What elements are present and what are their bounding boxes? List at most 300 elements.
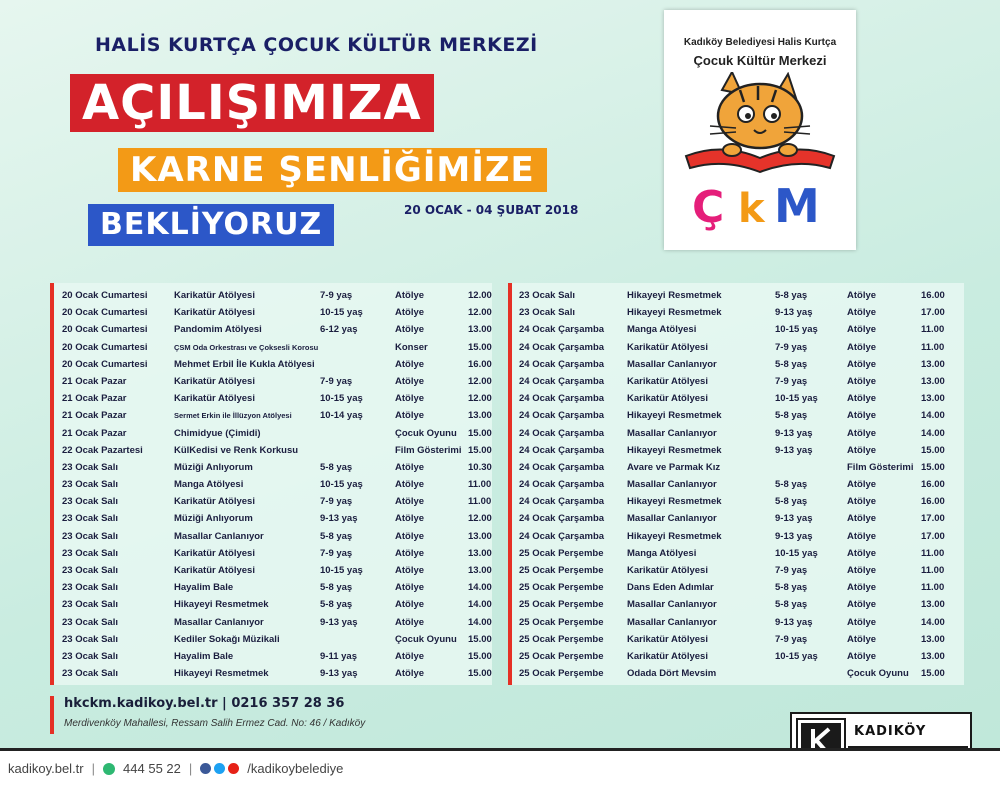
schedule-event: Hikayeyi Resmetmek — [174, 668, 269, 680]
right-accent-bar — [508, 283, 512, 685]
schedule-age: 10-15 yaş — [320, 307, 363, 319]
schedule-row — [62, 459, 492, 476]
schedule-date: 25 Ocak Perşembe — [519, 547, 604, 559]
schedule-age: 5-8 yaş — [775, 496, 808, 508]
schedule-event: Hikayeyi Resmetmek — [627, 410, 722, 422]
schedule-type: Çocuk Oyunu — [395, 633, 457, 645]
schedule-type: Atölye — [847, 496, 877, 508]
schedule-event: Karikatür Atölyesi — [627, 565, 708, 576]
schedule-age: 5-8 yaş — [775, 599, 808, 611]
schedule-time: 16.00 — [921, 290, 945, 301]
schedule-age: 9-13 yaş — [775, 616, 813, 628]
schedule-date: 22 Ocak Pazartesi — [62, 444, 143, 456]
schedule-type: Atölye — [395, 650, 425, 662]
schedule-time: 15.00 — [921, 461, 945, 473]
schedule-row — [62, 356, 492, 373]
footer-phone: 444 55 22 — [123, 761, 181, 776]
schedule-event: Karikatür Atölyesi — [174, 393, 255, 405]
svg-text:k: k — [738, 186, 765, 232]
schedule-age: 7-9 yaş — [320, 496, 353, 508]
kadikoy-name: KADIKÖY — [854, 724, 927, 739]
schedule-type: Atölye — [847, 290, 877, 301]
schedule-event: Karikatür Atölyesi — [174, 375, 255, 387]
ckm-logo — [664, 10, 856, 250]
schedule-row — [519, 390, 959, 407]
schedule-age: 10-15 yaş — [775, 650, 818, 662]
schedule-age: 5-8 yaş — [775, 410, 808, 422]
schedule-type: Atölye — [395, 461, 425, 473]
youtube-icon[interactable] — [228, 763, 239, 774]
schedule-time: 13.00 — [468, 530, 492, 542]
schedule-age: 9-13 yaş — [320, 513, 358, 525]
schedule-time: 15.00 — [468, 650, 492, 662]
schedule-row — [519, 631, 959, 648]
schedule-row — [62, 287, 492, 304]
schedule-date: 21 Ocak Pazar — [62, 410, 127, 422]
schedule-date: 23 Ocak Salı — [62, 530, 118, 542]
schedule-age: 9-13 yaş — [320, 616, 358, 628]
footer-social-handle[interactable]: /kadikoybelediye — [247, 761, 344, 776]
schedule-event: Hikayeyi Resmetmek — [627, 496, 722, 508]
schedule-time: 14.00 — [468, 616, 492, 628]
contact-line — [64, 696, 344, 711]
schedule-date: 24 Ocak Çarşamba — [519, 444, 605, 456]
schedule-age: 7-9 yaş — [320, 547, 353, 559]
title-line-3: BEKLİYORUZ — [88, 204, 334, 246]
schedule-type: Atölye — [847, 582, 877, 594]
schedule-event: Masallar Canlanıyor — [627, 513, 717, 525]
separator: | — [222, 696, 232, 711]
schedule-time: 15.00 — [468, 633, 492, 645]
schedule-time: 12.00 — [468, 393, 492, 405]
schedule-time: 15.00 — [921, 668, 945, 680]
schedule-time: 15.00 — [468, 668, 492, 680]
schedule-event: Masallar Canlanıyor — [627, 599, 717, 611]
schedule-row — [62, 373, 492, 390]
schedule-time: 13.00 — [921, 599, 945, 611]
website-link[interactable]: hkckm.kadikoy.bel.tr — [64, 696, 218, 711]
schedule-date: 21 Ocak Pazar — [62, 393, 127, 405]
schedule-date: 20 Ocak Cumartesi — [62, 324, 148, 336]
schedule-event: Chimidyue (Çimidi) — [174, 427, 261, 439]
schedule-time: 11.00 — [921, 582, 945, 594]
schedule-time: 13.00 — [921, 650, 945, 662]
schedule-event: Hikayeyi Resmetmek — [627, 307, 722, 319]
schedule-event: Sermet Erkin ile İllüzyon Atölyesi — [174, 411, 292, 421]
schedule-event: Masallar Canlanıyor — [627, 358, 717, 370]
schedule-row — [62, 493, 492, 510]
schedule-date: 23 Ocak Salı — [62, 496, 118, 508]
schedule-row — [519, 425, 959, 442]
schedule-date: 24 Ocak Çarşamba — [519, 375, 605, 387]
schedule-date: 23 Ocak Salı — [62, 668, 118, 680]
schedule-type: Atölye — [847, 393, 877, 405]
schedule-row — [519, 373, 959, 390]
schedule-type: Atölye — [395, 375, 425, 387]
schedule-row — [62, 407, 492, 424]
schedule-time: 14.00 — [468, 582, 492, 594]
schedule-row — [62, 596, 492, 613]
schedule-type: Atölye — [395, 616, 425, 628]
schedule-type: Atölye — [847, 410, 877, 422]
schedule-time: 13.00 — [468, 410, 492, 422]
schedule-time: 12.00 — [468, 375, 492, 387]
schedule-type: Atölye — [847, 633, 877, 645]
schedule-row — [519, 493, 959, 510]
schedule-date: 24 Ocak Çarşamba — [519, 530, 605, 542]
schedule-event: ÇSM Oda Orkestrası ve Çoksesli Korosu — [174, 342, 319, 352]
schedule-date: 23 Ocak Salı — [62, 513, 118, 525]
schedule-date: 20 Ocak Cumartesi — [62, 358, 148, 370]
schedule-date: 21 Ocak Pazar — [62, 427, 127, 439]
schedule-age: 10-15 yaş — [775, 393, 818, 405]
schedule-row — [519, 287, 959, 304]
schedule-time: 16.00 — [921, 479, 945, 491]
schedule-type: Atölye — [847, 547, 877, 559]
schedule-event: Manga Atölyesi — [627, 547, 697, 559]
schedule-type: Atölye — [395, 599, 425, 611]
schedule-date: 23 Ocak Salı — [62, 599, 118, 611]
schedule-event: Karikatür Atölyesi — [174, 290, 255, 301]
schedule-row — [519, 528, 959, 545]
schedule-age: 7-9 yaş — [320, 375, 353, 387]
schedule-type: Atölye — [847, 427, 877, 439]
schedule-time: 15.00 — [921, 444, 945, 456]
schedule-left — [62, 287, 492, 682]
schedule-event: Avare ve Parmak Kız — [627, 461, 721, 473]
schedule-event: Pandomim Atölyesi — [174, 324, 262, 336]
schedule-age: 9-13 yaş — [775, 513, 813, 525]
schedule-event: Karikatür Atölyesi — [627, 375, 708, 387]
schedule-row — [62, 339, 492, 356]
facebook-icon[interactable] — [200, 763, 211, 774]
schedule-row — [62, 425, 492, 442]
schedule-date: 20 Ocak Cumartesi — [62, 341, 148, 353]
schedule-row — [519, 614, 959, 631]
schedule-event: Hikayeyi Resmetmek — [627, 290, 722, 301]
schedule-row — [519, 459, 959, 476]
schedule-type: Atölye — [847, 444, 877, 456]
schedule-type: Atölye — [847, 358, 877, 370]
schedule-age: 7-9 yaş — [775, 633, 808, 645]
schedule-time: 11.00 — [921, 324, 945, 336]
schedule-age: 10-15 yaş — [775, 547, 818, 559]
schedule-event: Kediler Sokağı Müzikali — [174, 633, 280, 645]
schedule-type: Atölye — [395, 290, 425, 301]
schedule-time: 14.00 — [921, 427, 945, 439]
schedule-date: 23 Ocak Salı — [62, 479, 118, 491]
logo-text-1: Kadıköy Belediyesi Halis Kurtça — [683, 37, 837, 48]
schedule-type: Film Gösterimi — [395, 444, 462, 456]
separator: | — [188, 761, 193, 776]
schedule-type: Atölye — [395, 582, 425, 594]
schedule-event: Hikayeyi Resmetmek — [627, 444, 722, 456]
schedule-event: Hayalim Bale — [174, 582, 234, 594]
schedule-row — [519, 407, 959, 424]
schedule-event: Odada Dört Mevsim — [627, 668, 717, 680]
schedule-time: 15.00 — [468, 427, 492, 439]
schedule-event: Hikayeyi Resmetmek — [174, 599, 269, 611]
schedule-row — [519, 321, 959, 338]
schedule-time: 16.00 — [921, 496, 945, 508]
schedule-date: 23 Ocak Salı — [62, 461, 118, 473]
schedule-type: Atölye — [847, 324, 877, 336]
schedule-event: Karikatür Atölyesi — [174, 565, 255, 576]
schedule-time: 14.00 — [921, 410, 945, 422]
schedule-age: 9-11 yaş — [320, 650, 357, 662]
schedule-time: 13.00 — [921, 633, 945, 645]
schedule-age: 5-8 yaş — [320, 461, 353, 473]
schedule-event: Masallar Canlanıyor — [627, 616, 717, 628]
schedule-age: 9-13 yaş — [775, 427, 813, 439]
schedule-row — [62, 528, 492, 545]
schedule-time: 13.00 — [468, 565, 492, 576]
schedule-time: 13.00 — [921, 393, 945, 405]
phone-number: 0216 357 28 36 — [231, 696, 345, 711]
schedule-row — [519, 476, 959, 493]
schedule-date: 23 Ocak Salı — [62, 616, 118, 628]
schedule-type: Atölye — [395, 410, 425, 422]
schedule-event: Karikatür Atölyesi — [627, 650, 708, 662]
schedule-type: Atölye — [395, 393, 425, 405]
schedule-date: 25 Ocak Perşembe — [519, 599, 604, 611]
schedule-date: 23 Ocak Salı — [62, 547, 118, 559]
schedule-date: 23 Ocak Salı — [519, 290, 575, 301]
schedule-date: 23 Ocak Salı — [519, 307, 575, 319]
schedule-type: Atölye — [395, 324, 425, 336]
schedule-age: 10-15 yaş — [320, 565, 363, 576]
schedule-type: Çocuk Oyunu — [847, 668, 909, 680]
schedule-row — [62, 510, 492, 527]
schedule-type: Atölye — [847, 341, 877, 353]
schedule-time: 17.00 — [921, 513, 945, 525]
schedule-row — [62, 476, 492, 493]
schedule-age: 10-14 yaş — [320, 410, 363, 422]
schedule-event: Manga Atölyesi — [627, 324, 697, 336]
separator: | — [91, 761, 96, 776]
schedule-row — [62, 631, 492, 648]
schedule-age: 9-13 yaş — [775, 444, 813, 456]
schedule-age: 5-8 yaş — [775, 358, 808, 370]
title-line-2: KARNE ŞENLİĞİMİZE — [118, 148, 547, 192]
schedule-event: Hayalim Bale — [174, 650, 234, 662]
schedule-type: Atölye — [395, 358, 425, 370]
schedule-event: Mehmet Erbil İle Kukla Atölyesi — [174, 358, 315, 370]
schedule-row — [62, 304, 492, 321]
schedule-date: 20 Ocak Cumartesi — [62, 290, 148, 301]
schedule-time: 14.00 — [468, 599, 492, 611]
schedule-date: 25 Ocak Perşembe — [519, 582, 604, 594]
title-line-1: AÇILIŞIMIZA — [70, 74, 434, 132]
schedule-age: 5-8 yaş — [775, 479, 808, 491]
schedule-date: 24 Ocak Çarşamba — [519, 393, 605, 405]
schedule-time: 11.00 — [921, 341, 945, 353]
schedule-date: 20 Ocak Cumartesi — [62, 307, 148, 319]
schedule-row — [519, 648, 959, 665]
schedule-date: 24 Ocak Çarşamba — [519, 341, 605, 353]
event-dates: 20 OCAK - 04 ŞUBAT 2018 — [404, 203, 579, 217]
schedule-date: 24 Ocak Çarşamba — [519, 358, 605, 370]
schedule-row — [62, 562, 492, 579]
schedule-date: 25 Ocak Perşembe — [519, 650, 604, 662]
schedule-date: 23 Ocak Salı — [62, 565, 118, 576]
schedule-age: 10-15 yaş — [320, 393, 363, 405]
schedule-event: Masallar Canlanıyor — [627, 427, 717, 439]
svg-text:M: M — [774, 179, 820, 233]
schedule-time: 15.00 — [468, 341, 492, 353]
schedule-type: Atölye — [847, 513, 877, 525]
schedule-event: Manga Atölyesi — [174, 479, 244, 491]
schedule-row — [62, 665, 492, 682]
schedule-age: 7-9 yaş — [775, 375, 808, 387]
schedule-age: 5-8 yaş — [775, 582, 808, 594]
schedule-row — [62, 545, 492, 562]
schedule-time: 13.00 — [468, 324, 492, 336]
schedule-date: 23 Ocak Salı — [62, 633, 118, 645]
schedule-date: 24 Ocak Çarşamba — [519, 479, 605, 491]
schedule-time: 16.00 — [468, 358, 492, 370]
schedule-age: 5-8 yaş — [775, 290, 808, 301]
svg-text:Ç: Ç — [692, 182, 725, 233]
schedule-event: Masallar Canlanıyor — [174, 530, 264, 542]
schedule-row — [62, 442, 492, 459]
schedule-age: 10-15 yaş — [320, 479, 363, 491]
schedule-type: Atölye — [395, 307, 425, 319]
schedule-age: 5-8 yaş — [320, 582, 353, 594]
schedule-age: 7-9 yaş — [775, 341, 808, 353]
schedule-type: Atölye — [847, 530, 877, 542]
footer — [0, 748, 1000, 810]
schedule-row — [519, 442, 959, 459]
left-accent-bar — [50, 283, 54, 685]
schedule-date: 24 Ocak Çarşamba — [519, 324, 605, 336]
schedule-row — [62, 321, 492, 338]
schedule-row — [519, 304, 959, 321]
schedule-time: 11.00 — [468, 479, 492, 491]
schedule-time: 17.00 — [921, 307, 945, 319]
schedule-row — [519, 510, 959, 527]
schedule-age: 5-8 yaş — [320, 530, 353, 542]
schedule-event: Müziği Anlıyorum — [174, 513, 253, 525]
schedule-time: 13.00 — [921, 358, 945, 370]
schedule-row — [519, 339, 959, 356]
schedule-age: 9-13 yaş — [775, 307, 813, 319]
address: Merdivenköy Mahallesi, Ressam Salih Ermez Cad. No: 46 / Kadıköy — [64, 718, 366, 729]
schedule-row — [62, 390, 492, 407]
schedule-time: 10.30 — [468, 461, 492, 473]
schedule-event: Dans Eden Adımlar — [627, 582, 714, 594]
schedule-date: 24 Ocak Çarşamba — [519, 410, 605, 422]
schedule-row — [519, 596, 959, 613]
schedule-time: 11.00 — [921, 547, 945, 559]
schedule-age: 10-15 yaş — [775, 324, 818, 336]
schedule-date: 25 Ocak Perşembe — [519, 633, 604, 645]
schedule-age: 9-13 yaş — [775, 530, 813, 542]
schedule-age: 9-13 yaş — [320, 668, 358, 680]
schedule-type: Atölye — [847, 599, 877, 611]
schedule-row — [519, 545, 959, 562]
schedule-event: Karikatür Atölyesi — [627, 633, 708, 645]
logo-text-2: Çocuk Kültür Merkezi — [693, 53, 827, 68]
schedule-row — [62, 579, 492, 596]
schedule-type: Atölye — [395, 496, 425, 508]
schedule-date: 25 Ocak Perşembe — [519, 668, 604, 680]
schedule-row — [519, 579, 959, 596]
schedule-time: 12.00 — [468, 290, 492, 301]
footer-site-link[interactable]: kadikoy.bel.tr — [8, 761, 84, 776]
schedule-date: 25 Ocak Perşembe — [519, 565, 604, 576]
schedule-event: KülKedisi ve Renk Korkusu — [174, 444, 299, 456]
schedule-time: 11.00 — [921, 565, 945, 576]
schedule-date: 24 Ocak Çarşamba — [519, 513, 605, 525]
schedule-date: 23 Ocak Salı — [62, 650, 118, 662]
whatsapp-icon — [103, 763, 115, 775]
schedule-row — [519, 356, 959, 373]
venue-name: HALİS KURTÇA ÇOCUK KÜLTÜR MERKEZİ — [95, 34, 538, 56]
schedule-time: 17.00 — [921, 530, 945, 542]
schedule-event: Hikayeyi Resmetmek — [627, 530, 722, 542]
schedule-type: Atölye — [847, 565, 877, 576]
schedule-type: Atölye — [395, 513, 425, 525]
schedule-event: Karikatür Atölyesi — [627, 341, 708, 353]
schedule-time: 11.00 — [468, 496, 492, 508]
schedule-age: 5-8 yaş — [320, 599, 353, 611]
schedule-right — [519, 287, 959, 682]
twitter-icon[interactable] — [214, 763, 225, 774]
schedule-row — [62, 648, 492, 665]
schedule-type: Atölye — [847, 375, 877, 387]
schedule-type: Atölye — [847, 307, 877, 319]
schedule-row — [519, 562, 959, 579]
schedule-time: 14.00 — [921, 616, 945, 628]
schedule-date: 24 Ocak Çarşamba — [519, 461, 605, 473]
schedule-event: Müziği Anlıyorum — [174, 461, 253, 473]
schedule-type: Atölye — [395, 565, 425, 576]
cat-reading-book-icon — [680, 72, 840, 242]
schedule-date: 23 Ocak Salı — [62, 582, 118, 594]
schedule-time: 12.00 — [468, 307, 492, 319]
schedule-time: 15.00 — [468, 444, 492, 456]
schedule-event: Karikatür Atölyesi — [627, 393, 708, 405]
schedule-type: Atölye — [847, 616, 877, 628]
schedule-date: 25 Ocak Perşembe — [519, 616, 604, 628]
schedule-type: Atölye — [395, 547, 425, 559]
schedule-row — [62, 614, 492, 631]
schedule-type: Atölye — [847, 650, 877, 662]
schedule-type: Atölye — [847, 479, 877, 491]
schedule-date: 24 Ocak Çarşamba — [519, 496, 605, 508]
schedule-type: Film Gösterimi — [847, 461, 914, 473]
schedule-type: Konser — [395, 341, 428, 353]
schedule-type: Atölye — [395, 530, 425, 542]
schedule-event: Karikatür Atölyesi — [174, 307, 255, 319]
schedule-event: Karikatür Atölyesi — [174, 547, 255, 559]
contact-accent-bar — [50, 696, 54, 734]
schedule-row — [519, 665, 959, 682]
schedule-date: 21 Ocak Pazar — [62, 375, 127, 387]
schedule-event: Masallar Canlanıyor — [174, 616, 264, 628]
schedule-type: Çocuk Oyunu — [395, 427, 457, 439]
schedule-time: 13.00 — [921, 375, 945, 387]
schedule-age: 6-12 yaş — [320, 324, 358, 336]
schedule-age: 7-9 yaş — [775, 565, 808, 576]
schedule-time: 12.00 — [468, 513, 492, 525]
schedule-event: Karikatür Atölyesi — [174, 496, 255, 508]
schedule-time: 13.00 — [468, 547, 492, 559]
schedule-event: Masallar Canlanıyor — [627, 479, 717, 491]
schedule-type: Atölye — [395, 668, 425, 680]
schedule-age: 7-9 yaş — [320, 290, 353, 301]
